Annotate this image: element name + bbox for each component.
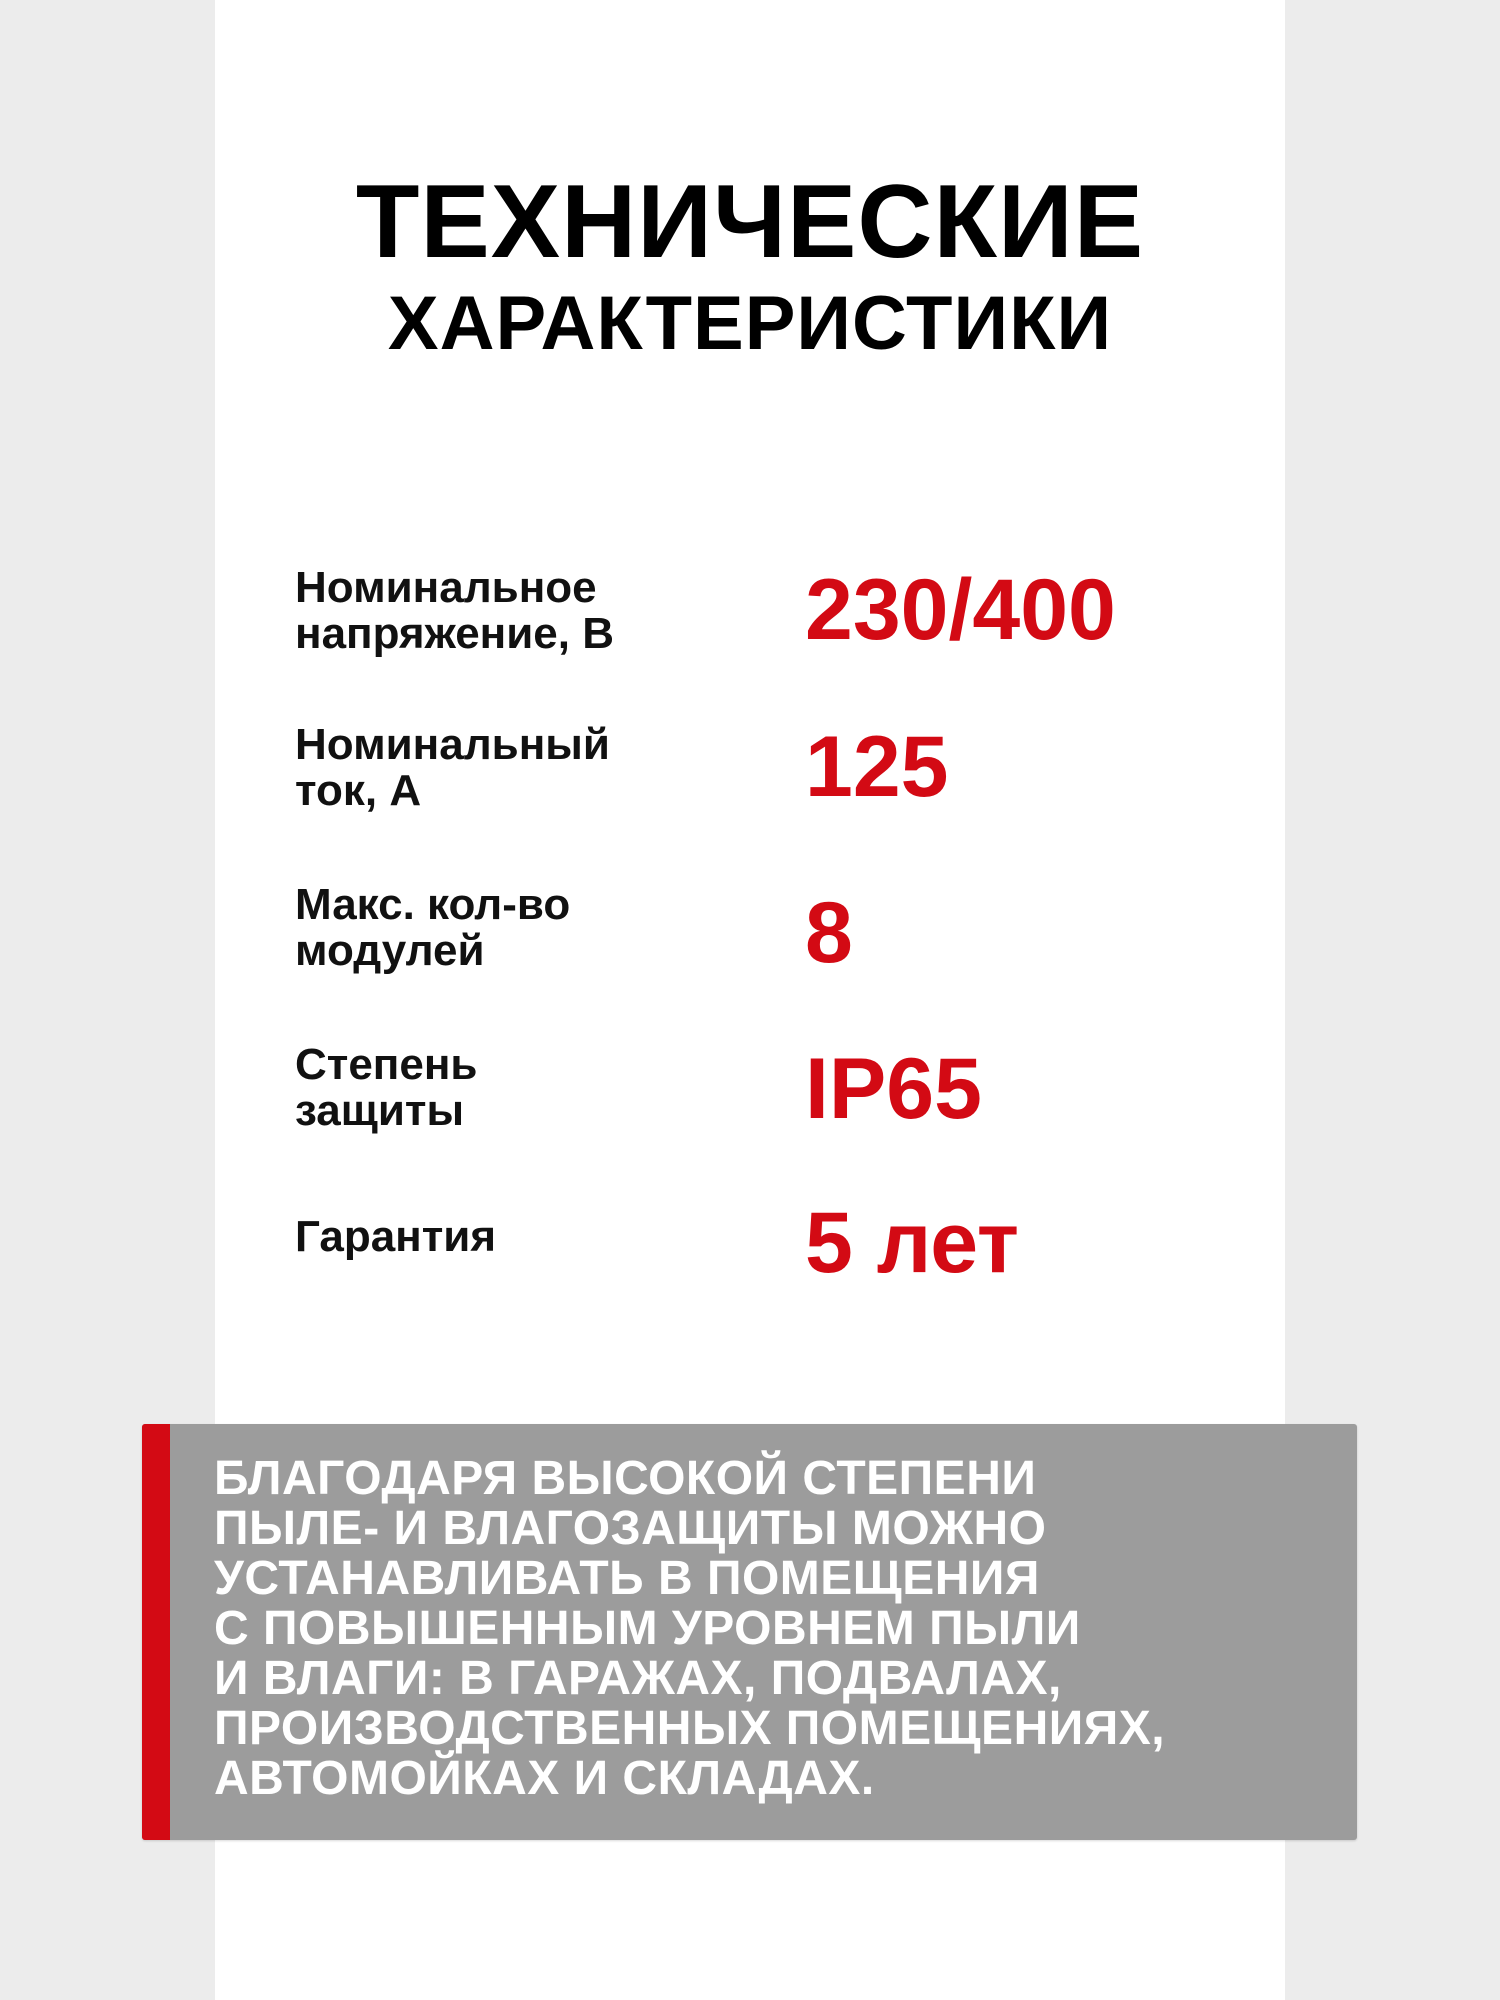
- spec-row-current: [295, 719, 1255, 842]
- note-accent-bar: [142, 1424, 170, 1840]
- spec-label-voltage: Номинальное напряжение, В: [295, 563, 614, 658]
- page-title: [0, 164, 1500, 366]
- note-text: БЛАГОДАРЯ ВЫСОКОЙ СТЕПЕНИ ПЫЛЕ- И ВЛАГОЗАЩИТЫ МОЖНО УСТАНАВЛИВАТЬ В ПОМЕЩЕНИЯ С ПОВЫШЕННЫМ УРОВНЕМ ПЫЛИ И ВЛАГИ: В ГАРАЖАХ, ПОДВАЛАХ, ПРОИЗВОДСТВЕННЫХ ПОМЕЩЕНИЯХ, АВТОМОЙКАХ И СКЛАДАХ.: [214, 1452, 1166, 1805]
- spec-value-protection: IP65: [805, 1041, 982, 1137]
- spec-row-modules: [295, 882, 1255, 1002]
- spec-label-modules: Макс. кол-во модулей: [295, 880, 571, 975]
- spec-value-current: 125: [805, 719, 949, 815]
- spec-value-modules: 8: [805, 885, 853, 981]
- spec-label-warranty: Гарантия: [295, 1212, 497, 1261]
- spec-label-protection: Степень защиты: [295, 1040, 478, 1135]
- title-line-2: ХАРАКТЕРИСТИКИ: [387, 281, 1113, 366]
- spec-value-voltage: 230/400: [805, 562, 1116, 658]
- spec-row-voltage: [295, 562, 1255, 685]
- title-line-1: ТЕХНИЧЕСКИЕ: [355, 164, 1145, 280]
- spec-row-protection: [295, 1042, 1255, 1162]
- spec-label-current: Номинальный ток, А: [295, 720, 610, 815]
- spec-value-warranty: 5 лет: [805, 1195, 1020, 1291]
- info-note-box: [142, 1424, 1357, 1840]
- spec-row-warranty: [295, 1195, 1255, 1334]
